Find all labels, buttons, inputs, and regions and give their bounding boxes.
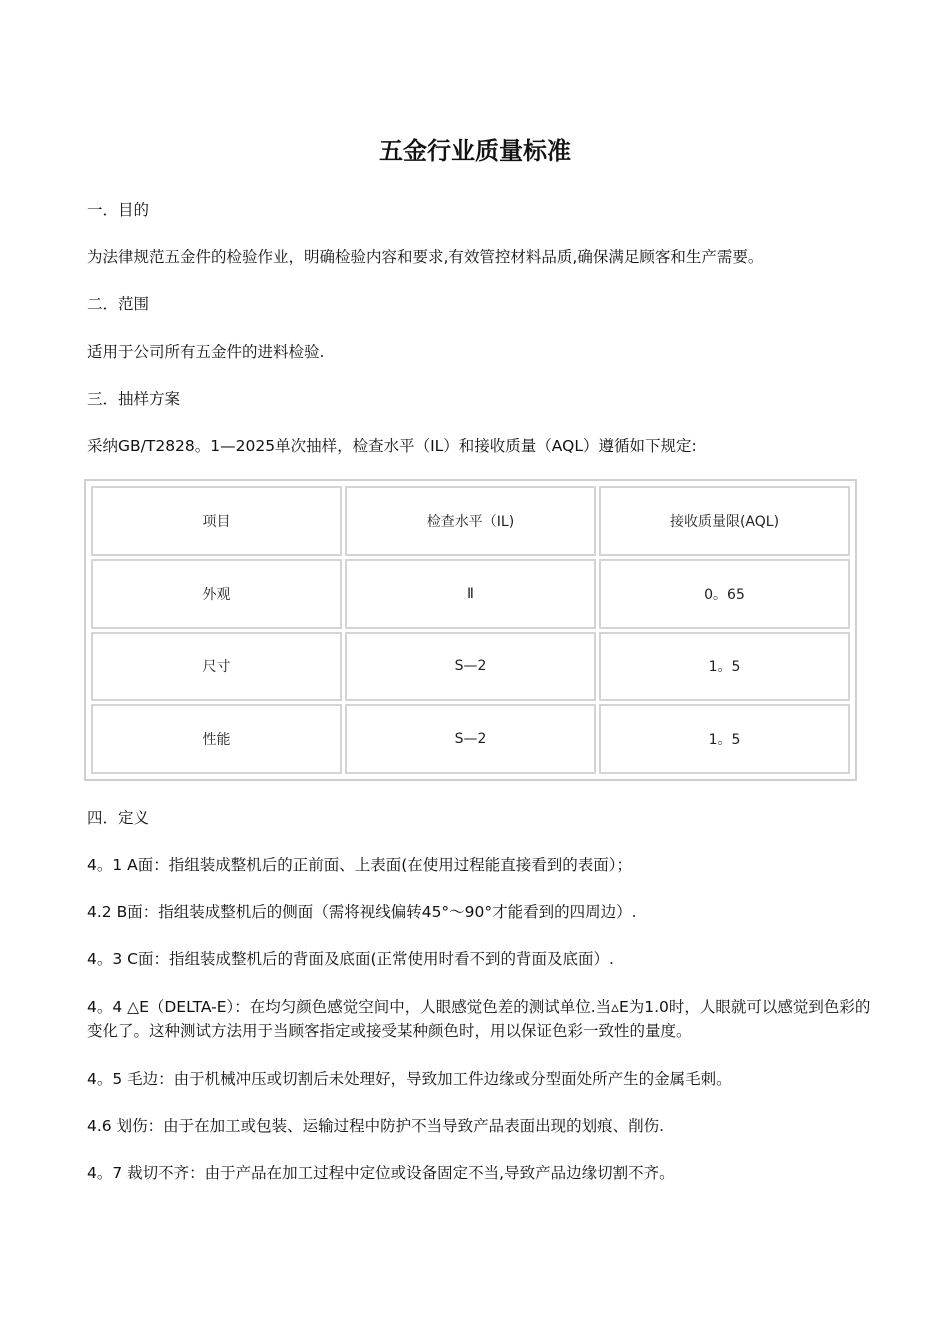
section-heading-purpose: 一．目的: [87, 201, 150, 219]
section-heading-scope: 二．范围: [87, 295, 150, 313]
table-cell: Ⅱ: [345, 559, 596, 629]
definition-item: 4。5 毛边：由于机械冲压或切割后未处理好，导致加工件边缘或分型面处所产生的金属毛刺。: [87, 1070, 732, 1088]
definition-item: 4。3 C面：指组装成整机后的背面及底面(正常使用时看不到的背面及底面）.: [87, 950, 614, 968]
document-title: 五金行业质量标准: [379, 137, 571, 165]
definition-item: 4。4 △E（DELTA-E）：在均匀颜色感觉空间中，人眼感觉色差的测试单位.当▵E为1.0时，人眼就可以感觉到色彩的变化了。这种测试方法用于当顾客指定或接受某种颜色时，用以保证色彩一致性的量度。: [87, 998, 871, 1040]
section-heading-definitions: 四．定义: [87, 809, 150, 827]
table-cell: 1。5: [599, 632, 850, 702]
definition-item: 4.2 B面：指组装成整机后的侧面（需将视线偏转45°～90°才能看到的四周边）.: [87, 903, 637, 921]
table-header-cell: 接收质量限(AQL): [599, 486, 850, 556]
table-cell: 0。65: [599, 559, 850, 629]
table-cell: S—2: [345, 704, 596, 774]
table-cell: 1。5: [599, 704, 850, 774]
section-heading-sampling: 三．抽样方案: [87, 390, 181, 408]
sampling-table: [84, 479, 857, 781]
definition-item: 4。1 A面：指组装成整机后的正前面、上表面(在使用过程能直接看到的表面）；: [87, 856, 633, 874]
table-row: [91, 632, 850, 702]
section-body-purpose: 为法律规范五金件的检验作业，明确检验内容和要求,有效管控材料品质,确保满足顾客和生产需要。: [87, 248, 764, 266]
table-row: [91, 704, 850, 774]
section-body-sampling: 采纳GB/T2828。1—2025单次抽样，检查水平（IL）和接收质量（AQL）遵循如下规定:: [87, 437, 697, 455]
table-header-row: [91, 486, 850, 556]
table-cell: 尺寸: [91, 632, 342, 702]
table-cell: S—2: [345, 632, 596, 702]
table-header-cell: 项目: [91, 486, 342, 556]
table-row: [91, 559, 850, 629]
table-cell: 性能: [91, 704, 342, 774]
definition-item: 4.6 划伤：由于在加工或包装、运输过程中防护不当导致产品表面出现的划痕、削伤.: [87, 1117, 665, 1135]
table-cell: 外观: [91, 559, 342, 629]
definition-item: 4。7 裁切不齐：由于产品在加工过程中定位或设备固定不当,导致产品边缘切割不齐。: [87, 1164, 675, 1182]
section-body-scope: 适用于公司所有五金件的进料检验.: [87, 343, 325, 361]
table-header-cell: 检查水平（IL): [345, 486, 596, 556]
